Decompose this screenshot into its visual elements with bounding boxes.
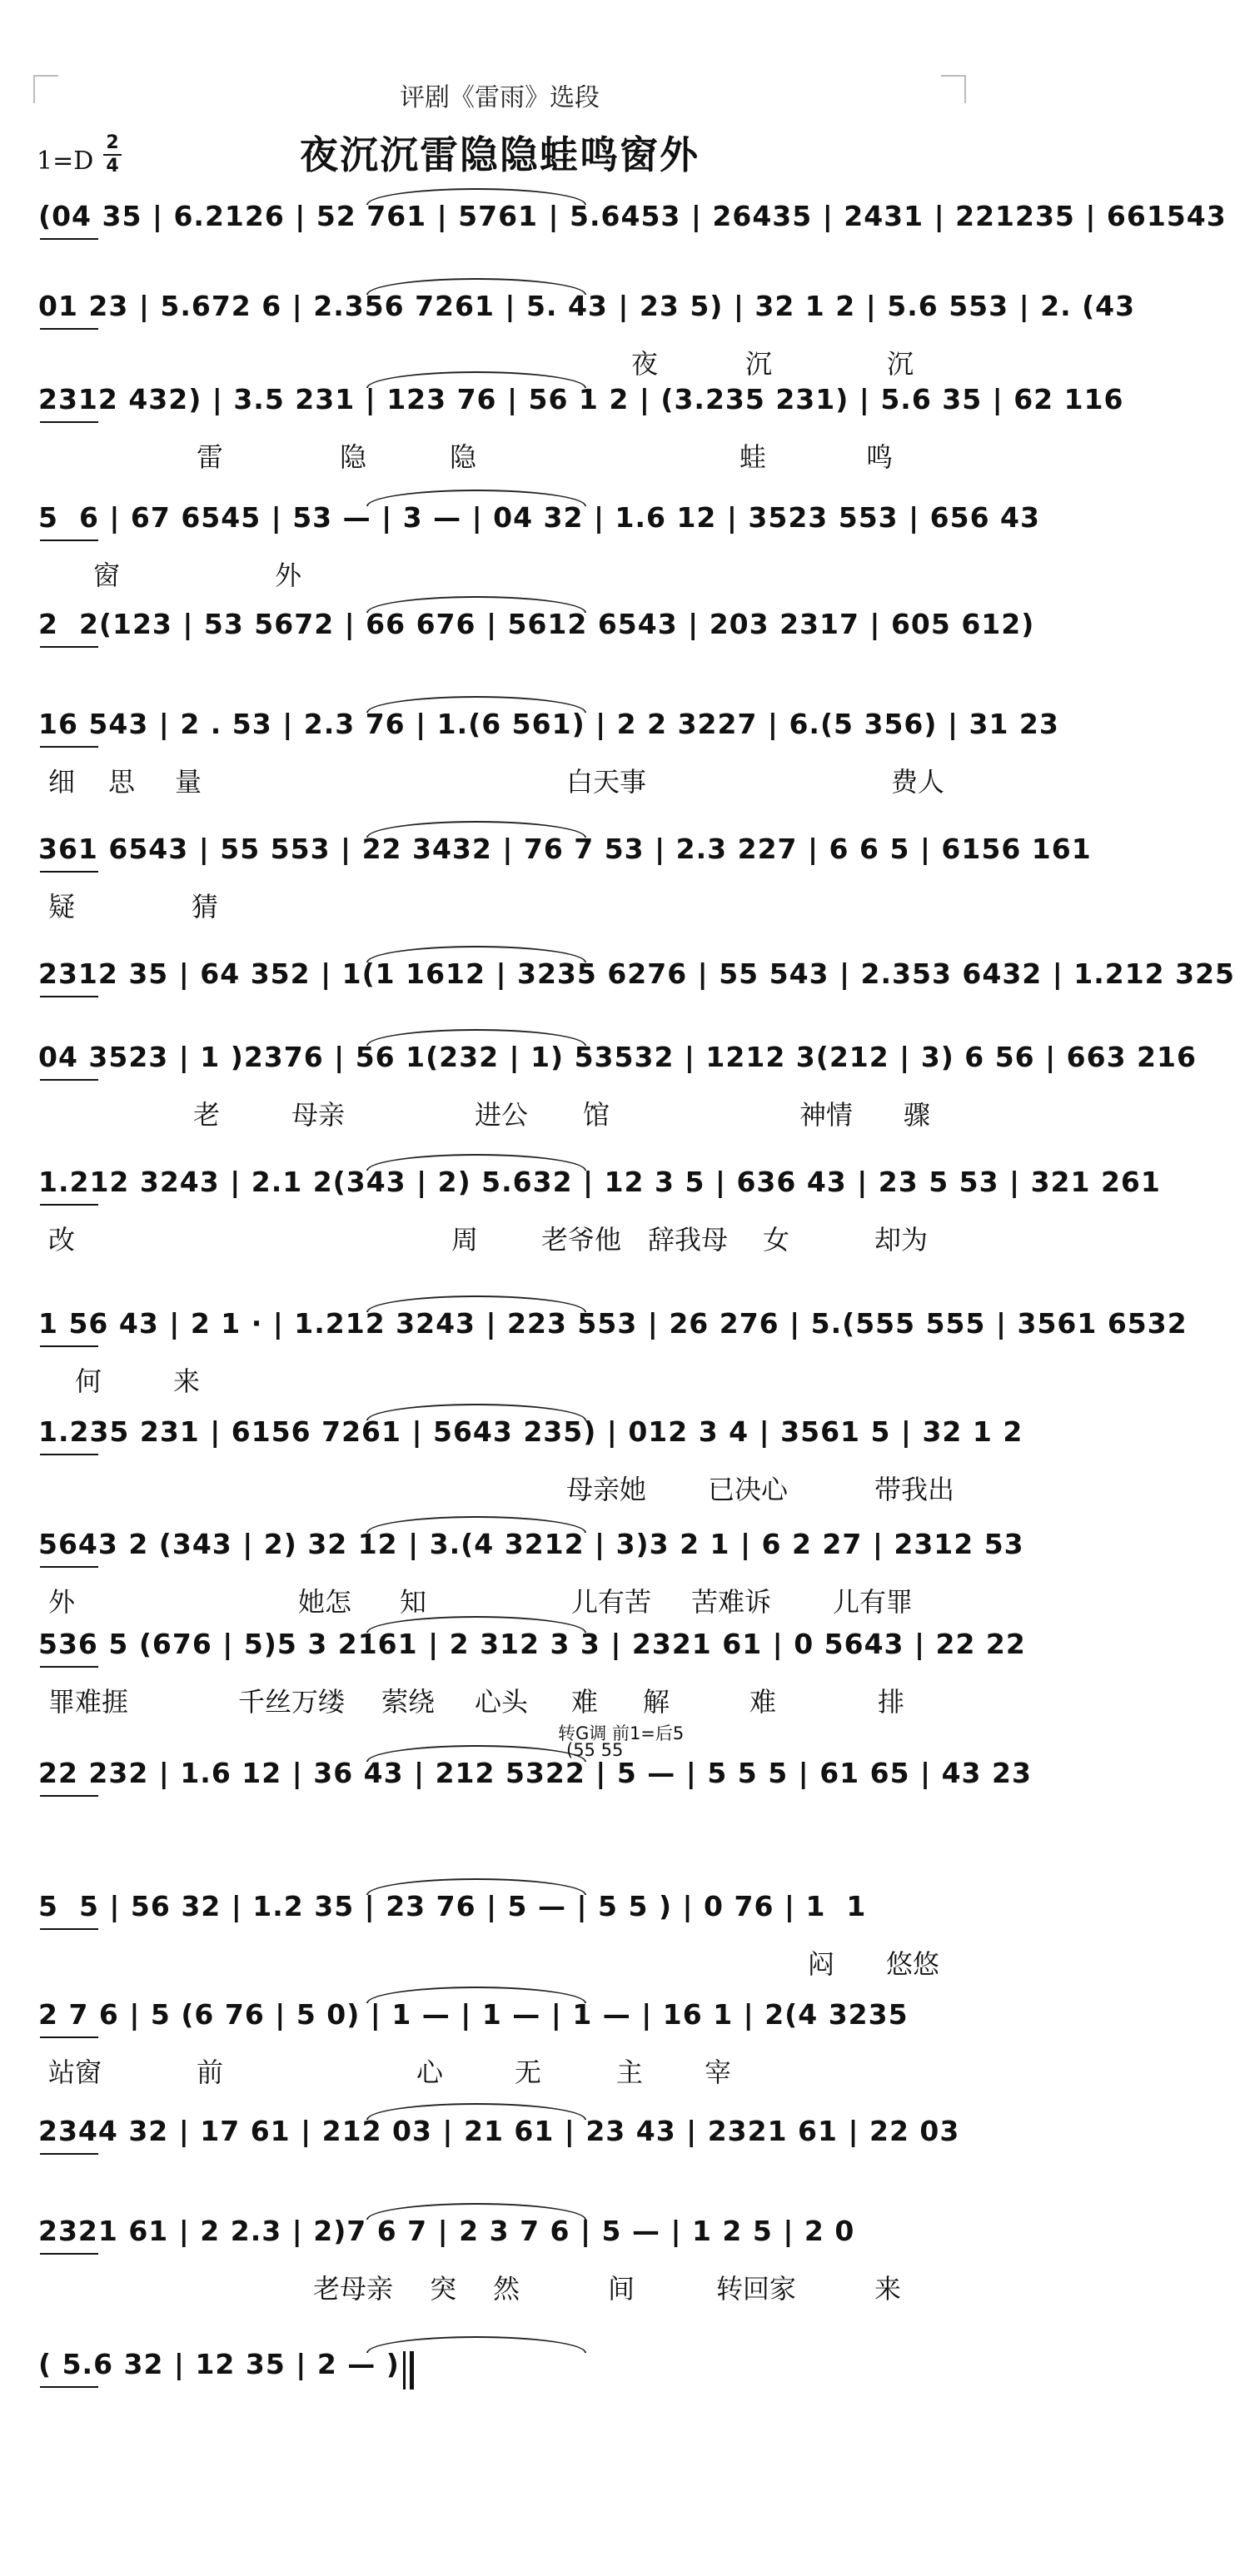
lyric-text: 突 [430,2273,457,2305]
notation-line [33,501,1040,591]
lyric-text: 猜 [192,891,219,922]
notation-line [33,1415,1023,1505]
notation-text: 1.212 3243 | 2.1 2(343 | 2) 5.632 | 12 3 5 | 636 43 | 23 5 53 | 321 261 [38,1166,1161,1198]
lyric-text: 千丝万缕 [238,1686,346,1718]
notation-text: (04 35 | 6.2126 | 52 761 | 5761 | 5.6453 | 26435 | 2431 | 221235 | 661543 [38,200,1227,232]
lyric-text: 何 [75,1365,102,1397]
beam-line [40,1204,98,1206]
notation-text: 16 543 | 2 . 53 | 2.3 76 | 1.(6 561) | 2 2 3227 | 6.(5 356) | 31 23 [38,708,1059,740]
final-barline-thick [410,2351,414,2390]
slur-arc [366,490,586,506]
slur-arc [366,1295,586,1312]
lyric-text: 带我出 [874,1474,955,1505]
lyric-text: 难 [749,1686,777,1718]
lyric-text: 量 [175,766,202,798]
notation-text: 536 5 (676 | 5)5 3 2161 | 2 312 3 3 | 2321 61 | 0 5643 | 22 22 [38,1628,1026,1660]
lyric-text: 蛙 [740,441,767,473]
lyric-text: 雷 [197,441,224,473]
notation-measures [33,290,1136,380]
notation-measures [33,1415,1023,1505]
notation-line [33,708,1059,798]
notation-measures [33,200,1227,246]
notation-text: 01 23 | 5.672 6 | 2.356 7261 | 5. 43 | 23 5) | 32 1 2 | 5.6 553 | 2. (43 [38,290,1136,322]
lyric-text: 周 [451,1224,479,1256]
notation-text: ( 5.6 32 | 12 35 | 2 — ) [38,2348,400,2380]
lyric-text: 鸣 [866,441,894,473]
notation-line [33,1041,1197,1131]
beam-line [40,2036,98,2038]
song-title: 夜沉沉雷隐隐蛙鸣窗外 [300,132,700,177]
notation-text: 2 2(123 | 53 5672 | 66 676 | 5612 6543 | 203 2317 | 605 612) [38,608,1035,640]
lyric-text: 老 [193,1099,221,1131]
beam-line [40,2253,98,2255]
lyric-text: 辞我母 [648,1224,729,1256]
notation-measures [33,383,1124,473]
lyric-text: 心头 [475,1686,529,1718]
notation-line [33,1723,1032,1803]
lyric-text: 站窗 [48,2056,102,2088]
notation-line [33,2115,974,2161]
lyric-text: 解 [643,1686,670,1718]
notation-line [33,1307,1188,1397]
beam-line [40,646,98,648]
lyric-text: 外 [275,559,302,591]
notation-text: 2344 32 | 17 61 | 212 03 | 21 61 | 23 43 | 2321 61 | 22 03 [38,2115,960,2147]
slur-arc [366,696,586,713]
lyric-text: 排 [878,1686,905,1718]
notation-measures [33,1890,974,1980]
beam-line [40,1079,98,1081]
notation-text: 2312 432) | 3.5 231 | 123 76 | 56 1 2 | (3.235 231) | 5.6 35 | 62 116 [38,383,1124,415]
slur-arc [366,1745,586,1762]
lyric-text: 来 [173,1365,201,1397]
notation-measures [33,1166,1161,1256]
time-top: 2 [106,132,119,153]
beam-line [40,2153,98,2155]
lyric-text: 骤 [904,1099,931,1131]
notation-line [33,1890,974,1980]
slur-arc [366,371,586,388]
time-bottom: 4 [106,156,119,177]
lyric-text: 沉 [745,348,773,380]
slur-arc [366,821,586,838]
lyric-text: 悠悠 [886,1948,940,1980]
notation-line [33,1166,1161,1256]
slur-arc [366,1878,586,1895]
lyric-text: 心 [416,2056,444,2088]
lyric-text: 儿有罪 [833,1586,914,1618]
lyric-text: 思 [108,766,136,798]
lyric-text: 隐 [340,441,367,473]
notation-measures [33,608,1035,654]
notation-line [33,200,1227,246]
key-signature: 1=D [37,147,94,176]
lyric-text: 已决心 [708,1474,789,1505]
notation-text: 2 7 6 | 5 (6 76 | 5 0) | 1 — | 1 — | 1 — | 16 1 | 2(4 3235 [38,1998,909,2031]
notation-text: 5 6 | 67 6545 | 53 — | 3 — | 04 32 | 1.6 12 | 3523 553 | 656 43 [38,501,1040,534]
lyric-text: 苦难诉 [691,1586,772,1618]
notation-line [33,2348,974,2394]
notation-measures [33,2115,974,2161]
notation-line [33,1998,974,2088]
lyric-text: 老爷他 [541,1224,622,1256]
notation-line [33,383,1124,473]
notation-measures [33,1998,974,2088]
notation-measures [33,708,1059,798]
notation-measures [33,1041,1197,1131]
notation-measures [33,1307,1188,1397]
slur-arc [366,2336,586,2353]
lyric-text: 无 [515,2056,542,2088]
lyric-text: 间 [608,2273,635,2305]
notation-line [33,2215,974,2305]
notation-text: 04 3523 | 1 )2376 | 56 1(232 | 1) 53532 | 1212 3(212 | 3) 6 56 | 663 216 [38,1041,1197,1073]
lyric-text: 儿有苦 [571,1586,652,1618]
lyric-text: 萦绕 [381,1686,436,1718]
notation-text: 5643 2 (343 | 2) 32 12 | 3.(4 3212 | 3)3 2 1 | 6 2 27 | 2312 53 [38,1528,1024,1560]
lyric-text: 女 [763,1224,790,1256]
beam-line [40,238,98,240]
slur-arc [366,946,586,962]
lyric-text: 来 [874,2273,902,2305]
beam-line [40,1795,98,1797]
lyric-text: 她怎 [298,1586,352,1618]
lyric-text: 白天事 [566,766,647,798]
lyric-text: 老母亲 [313,2273,394,2305]
beam-line [40,746,98,748]
notation-text: 2312 35 | 64 352 | 1(1 1612 | 3235 6276 | 55 543 | 2.353 6432 | 1.212 325 [38,957,1235,990]
slur-arc [366,1516,586,1533]
lyric-text: 隐 [450,441,477,473]
lyric-text: 疑 [48,891,76,922]
notation-measures [33,1628,1026,1718]
beam-line [40,1454,98,1455]
notation-line [33,957,1235,1004]
lyric-text: 进公 [475,1099,529,1131]
beam-line [40,871,98,873]
notation-line [33,290,1136,380]
lyric-text: 前 [197,2056,224,2088]
notation-text: 361 6543 | 55 553 | 22 3432 | 76 7 53 | 2.3 227 | 6 6 5 | 6156 161 [38,833,1092,865]
notation-text: 1.235 231 | 6156 7261 | 5643 235) | 012 3 4 | 3561 5 | 32 1 2 [38,1415,1023,1448]
lyric-text: 罪难捱 [48,1686,129,1718]
notation-line [33,608,1035,654]
notation-measures [33,1723,1032,1803]
lyric-text: 窗 [93,559,121,591]
beam-line [40,1928,98,1930]
lyric-text: 母亲她 [566,1474,647,1505]
notation-measures [33,501,1040,591]
score-subtitle: 评剧《雷雨》选段 [400,83,600,112]
lyric-text: 细 [48,766,76,798]
notation-line [33,1528,1024,1618]
lyric-text: 然 [493,2273,520,2305]
beam-line [40,540,98,541]
slur-arc [366,1154,586,1171]
lyric-text: 改 [48,1224,76,1256]
final-barline [403,2351,406,2390]
slur-arc [366,1029,586,1046]
lyric-text: 费人 [891,766,945,798]
beam-line [40,328,98,330]
beam-line [40,1666,98,1668]
slur-arc [366,188,586,205]
slur-arc [366,278,586,295]
lyric-text: 却为 [874,1224,929,1256]
beam-line [40,1566,98,1568]
notation-line [33,833,1092,922]
lyric-text: 馆 [583,1099,610,1131]
lyric-text: 神情 [799,1099,854,1131]
notation-line [33,1628,1026,1718]
notation-measures [33,957,1235,1004]
lyric-text: 夜 [631,348,659,380]
lyric-text: 沉 [887,348,914,380]
beam-line [40,1345,98,1347]
slur-arc [366,1987,586,2003]
slur-arc [366,2103,586,2120]
lyric-text: 主 [616,2056,644,2088]
beam-line [40,421,98,423]
lyric-text: 闷 [808,1948,835,1980]
notation-text: 22 232 | 1.6 12 | 36 43 | 212 5322 | 5 — | 5 5 5 | 61 65 | 43 23 [38,1757,1032,1789]
beam-line [40,2386,98,2388]
modulation-notes: (55 55 [566,1740,624,1760]
lyric-text: 难 [571,1686,599,1718]
notation-measures [33,2215,974,2305]
modulation-note: 转G调 前1=后5 [558,1723,685,1743]
notation-measures [33,833,1092,922]
notation-measures [33,1528,1024,1618]
slur-arc [366,1404,586,1420]
lyric-text: 转回家 [716,2273,797,2305]
notation-text: 2321 61 | 2 2.3 | 2)7 6 7 | 2 3 7 6 | 5 — | 1 2 5 | 2 0 [38,2215,855,2247]
notation-text: 1 56 43 | 2 1 · | 1.212 3243 | 223 553 | 26 276 | 5.(555 555 | 3561 6532 [38,1307,1188,1340]
notation-text: 5 5 | 56 32 | 1.2 35 | 23 76 | 5 — | 5 5 ) | 0 76 | 1 1 [38,1890,867,1922]
lyric-text: 知 [400,1586,427,1618]
beam-line [40,996,98,997]
slur-arc [366,596,586,613]
lyric-text: 母亲 [291,1099,346,1131]
lyric-text: 外 [48,1586,76,1618]
notation-measures [33,2348,974,2394]
slur-arc [366,2203,586,2220]
lyric-text: 宰 [705,2056,732,2088]
